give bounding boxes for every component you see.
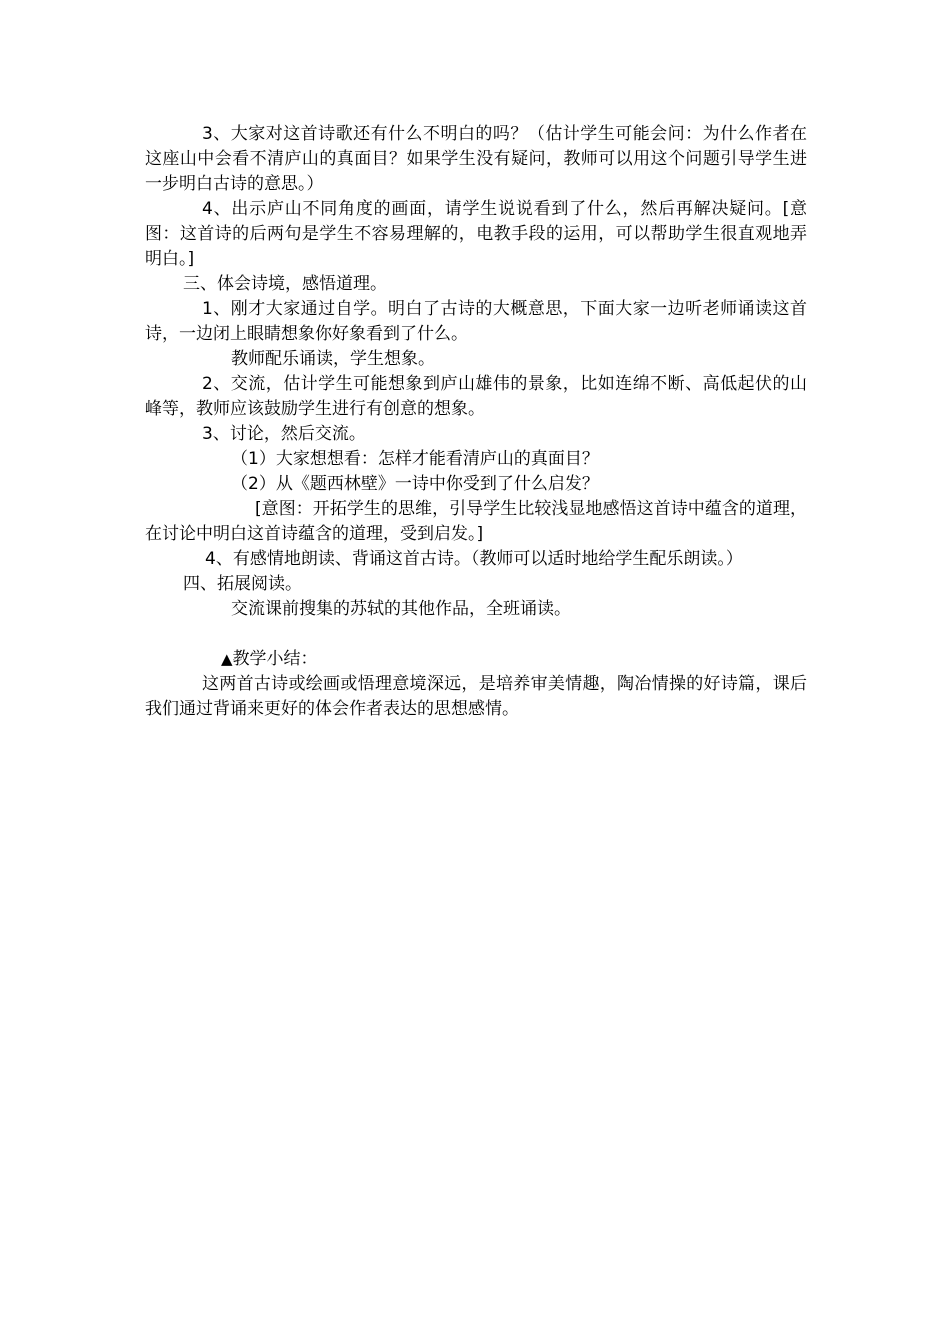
paragraph-intent: [意图：开拓学生的思维，引导学生比较浅显地感悟这首诗中蕴含的道理，在讨论中明白这首诗蕴含的道理，受到启发。] [145,499,807,544]
paragraph-step-1: 1、刚才大家通过自学。明白了古诗的大概意思，下面大家一边听老师诵读这首诗，一边闭上眼睛想象你好象看到了什么。 [145,299,807,344]
paragraph-step-4: 4、出示庐山不同角度的画面，请学生说说看到了什么，然后再解决疑问。[意图：这首诗的后两句是学生不容易理解的，电教手段的运用，可以帮助学生很直观地弄明白。] [145,199,807,269]
summary-heading [145,647,807,672]
paragraph-step-4b: 4、有感情地朗读、背诵这首古诗。（教师可以适时地给学生配乐朗读。） [205,549,743,569]
section-heading-4: 四、拓展阅读。 [183,574,302,594]
paragraph-sub-2: （2）从《题西林壁》一诗中你受到了什么启发？ [231,474,599,494]
paragraph-question-3: 3、大家对这首诗歌还有什么不明白的吗？（估计学生可能会问：为什么作者在这座山中会看不清庐山的真面目？如果学生没有疑问，教师可以用这个问题引导学生进一步明白古诗的意思。） [145,124,807,194]
spacer [145,622,807,647]
paragraph-step-2: 2、交流，估计学生可能想象到庐山雄伟的景象，比如连绵不断、高低起伏的山峰等，教师应该鼓励学生进行有创意的想象。 [145,374,807,419]
paragraph-teacher-reading: 教师配乐诵读，学生想象。 [231,349,435,369]
document-page [145,122,807,722]
summary-body: 这两首古诗或绘画或悟理意境深远，是培养审美情趣，陶冶情操的好诗篇，课后我们通过背诵来更好的体会作者表达的思想感情。 [145,674,807,719]
paragraph-step-3: 3、讨论，然后交流。 [202,424,366,444]
triangle-marker-icon: ▲ [221,650,233,668]
section-heading-3: 三、体会诗境，感悟道理。 [183,274,387,294]
paragraph-sub-1: （1）大家想想看：怎样才能看清庐山的真面目？ [231,449,599,469]
summary-heading-text: 教学小结： [232,649,318,669]
paragraph-extended-reading: 交流课前搜集的苏轼的其他作品，全班诵读。 [231,599,571,619]
